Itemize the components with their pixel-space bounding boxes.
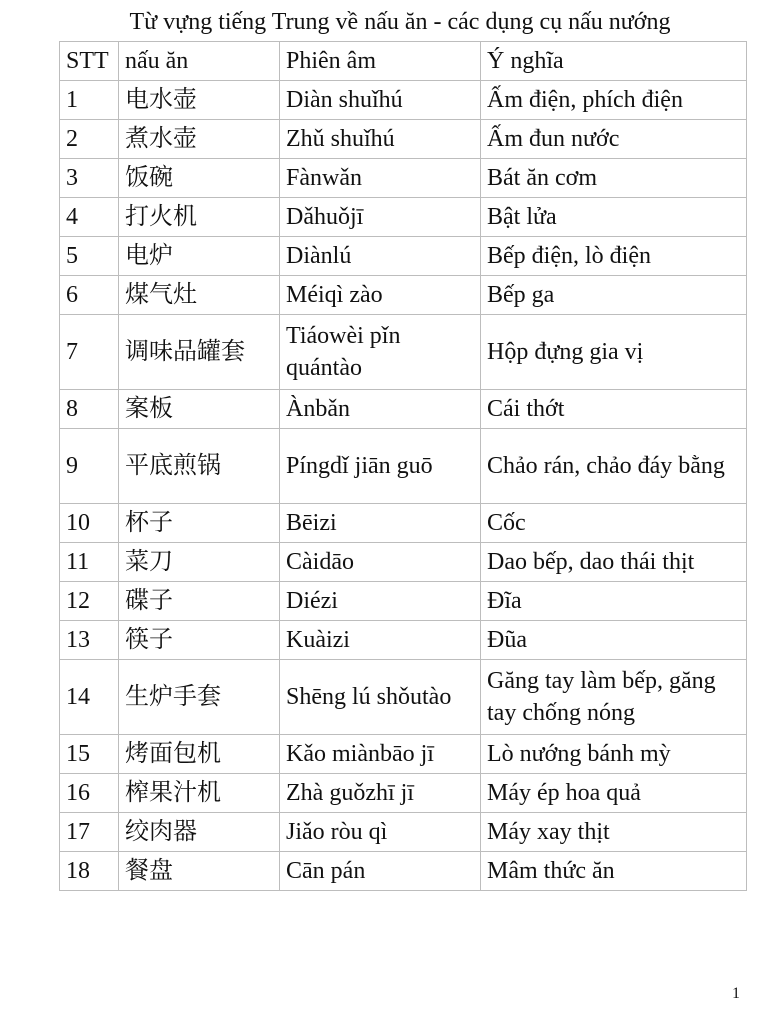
pinyin-cell: Shēng lú shǒutào xyxy=(280,660,481,735)
table-row xyxy=(60,660,747,735)
pinyin-cell: Cān pán xyxy=(280,852,481,891)
chinese-word-cell: 筷子 xyxy=(119,621,280,660)
pinyin-cell: Méiqì zào xyxy=(280,276,481,315)
table-row xyxy=(60,852,747,891)
table-row xyxy=(60,315,747,390)
vocabulary-table xyxy=(59,41,747,891)
chinese-word-cell: 电水壶 xyxy=(119,81,280,120)
row-number-cell: 7 xyxy=(60,315,119,390)
meaning-cell: Hộp đựng gia vị xyxy=(481,315,747,390)
row-number-cell: 6 xyxy=(60,276,119,315)
table-row xyxy=(60,813,747,852)
pinyin-cell: Ànbǎn xyxy=(280,390,481,429)
row-number-cell: 3 xyxy=(60,159,119,198)
meaning-cell: Lò nướng bánh mỳ xyxy=(481,735,747,774)
chinese-word-cell: 煤气灶 xyxy=(119,276,280,315)
pinyin-cell: Tiáowèi pǐn quántào xyxy=(280,315,481,390)
page-number: 1 xyxy=(732,985,740,1002)
pinyin-cell: Zhà guǒzhī jī xyxy=(280,774,481,813)
row-number-cell: 4 xyxy=(60,198,119,237)
page-title: Từ vựng tiếng Trung về nấu ăn - các dụng cụ nấu nướng xyxy=(129,9,671,35)
table-row xyxy=(60,120,747,159)
header-pinyin: Phiên âm xyxy=(280,42,481,81)
table-header-row xyxy=(60,42,747,81)
table-row xyxy=(60,774,747,813)
table-row xyxy=(60,735,747,774)
table-row xyxy=(60,237,747,276)
chinese-word-cell: 案板 xyxy=(119,390,280,429)
table-row xyxy=(60,81,747,120)
pinyin-cell: Dǎhuǒjī xyxy=(280,198,481,237)
chinese-word-cell: 生炉手套 xyxy=(119,660,280,735)
meaning-cell: Cốc xyxy=(481,504,747,543)
row-number-cell: 15 xyxy=(60,735,119,774)
row-number-cell: 9 xyxy=(60,429,119,504)
pinyin-cell: Kǎo miànbāo jī xyxy=(280,735,481,774)
row-number-cell: 11 xyxy=(60,543,119,582)
table-row xyxy=(60,390,747,429)
meaning-cell: Đũa xyxy=(481,621,747,660)
meaning-cell: Cái thớt xyxy=(481,390,747,429)
chinese-word-cell: 调味品罐套 xyxy=(119,315,280,390)
pinyin-cell: Diànlú xyxy=(280,237,481,276)
meaning-cell: Bát ăn cơm xyxy=(481,159,747,198)
pinyin-cell: Bēizi xyxy=(280,504,481,543)
meaning-cell: Mâm thức ăn xyxy=(481,852,747,891)
header-word: nấu ăn xyxy=(119,42,280,81)
table-row xyxy=(60,582,747,621)
chinese-word-cell: 绞肉器 xyxy=(119,813,280,852)
pinyin-cell: Píngdǐ jiān guō xyxy=(280,429,481,504)
meaning-cell: Bếp điện, lò điện xyxy=(481,237,747,276)
meaning-cell: Găng tay làm bếp, găng tay chống nóng xyxy=(481,660,747,735)
chinese-word-cell: 烤面包机 xyxy=(119,735,280,774)
chinese-word-cell: 碟子 xyxy=(119,582,280,621)
pinyin-cell: Fànwǎn xyxy=(280,159,481,198)
table-row xyxy=(60,429,747,504)
row-number-cell: 16 xyxy=(60,774,119,813)
pinyin-cell: Zhǔ shuǐhú xyxy=(280,120,481,159)
pinyin-cell: Càidāo xyxy=(280,543,481,582)
row-number-cell: 18 xyxy=(60,852,119,891)
meaning-cell: Dao bếp, dao thái thịt xyxy=(481,543,747,582)
meaning-cell: Chảo rán, chảo đáy bằng xyxy=(481,429,747,504)
row-number-cell: 8 xyxy=(60,390,119,429)
chinese-word-cell: 打火机 xyxy=(119,198,280,237)
row-number-cell: 13 xyxy=(60,621,119,660)
pinyin-cell: Jiǎo ròu qì xyxy=(280,813,481,852)
meaning-cell: Máy xay thịt xyxy=(481,813,747,852)
row-number-cell: 17 xyxy=(60,813,119,852)
table-row xyxy=(60,504,747,543)
meaning-cell: Đĩa xyxy=(481,582,747,621)
table-row xyxy=(60,621,747,660)
row-number-cell: 1 xyxy=(60,81,119,120)
row-number-cell: 12 xyxy=(60,582,119,621)
row-number-cell: 14 xyxy=(60,660,119,735)
meaning-cell: Bếp ga xyxy=(481,276,747,315)
chinese-word-cell: 饭碗 xyxy=(119,159,280,198)
row-number-cell: 2 xyxy=(60,120,119,159)
meaning-cell: Máy ép hoa quả xyxy=(481,774,747,813)
row-number-cell: 5 xyxy=(60,237,119,276)
chinese-word-cell: 榨果汁机 xyxy=(119,774,280,813)
header-stt: STT xyxy=(60,42,119,81)
pinyin-cell: Diàn shuǐhú xyxy=(280,81,481,120)
chinese-word-cell: 餐盘 xyxy=(119,852,280,891)
chinese-word-cell: 平底煎锅 xyxy=(119,429,280,504)
table-row xyxy=(60,276,747,315)
chinese-word-cell: 杯子 xyxy=(119,504,280,543)
header-meaning: Ý nghĩa xyxy=(481,42,747,81)
table-row xyxy=(60,543,747,582)
meaning-cell: Ấm điện, phích điện xyxy=(481,81,747,120)
pinyin-cell: Diézi xyxy=(280,582,481,621)
chinese-word-cell: 电炉 xyxy=(119,237,280,276)
chinese-word-cell: 煮水壶 xyxy=(119,120,280,159)
meaning-cell: Bật lửa xyxy=(481,198,747,237)
pinyin-cell: Kuàizi xyxy=(280,621,481,660)
table-row xyxy=(60,198,747,237)
meaning-cell: Ấm đun nước xyxy=(481,120,747,159)
row-number-cell: 10 xyxy=(60,504,119,543)
chinese-word-cell: 菜刀 xyxy=(119,543,280,582)
table-row xyxy=(60,159,747,198)
